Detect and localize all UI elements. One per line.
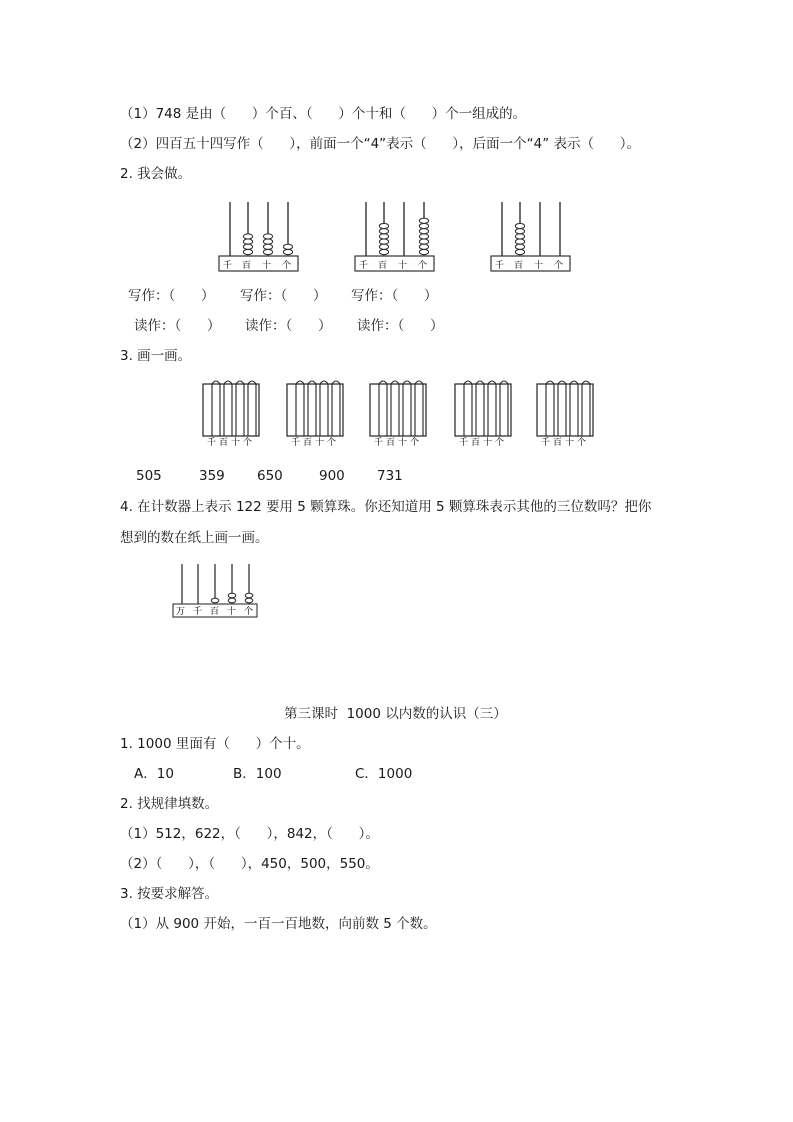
- read-answer-2[interactable]: 读作：（ ）: [245, 318, 332, 334]
- lesson-title: 第三课时 1000 以内数的认识（三）: [284, 706, 507, 722]
- label-bai: 百: [386, 438, 396, 448]
- rod-bai: [308, 381, 316, 436]
- q4-line1: 4. 在计数器上表示 122 要用 5 颗算珠。你还知道用 5 颗算珠表示其他的三位数吗？把你: [120, 499, 652, 515]
- label-shi: 十: [231, 438, 241, 448]
- bead-ge: [419, 239, 428, 244]
- bead-ge: [419, 218, 428, 223]
- rod-qian: [546, 381, 554, 436]
- blank-frame-2-drawing: [284, 378, 348, 448]
- label-bai: 百: [553, 438, 563, 448]
- bead-ge: [419, 223, 428, 228]
- read-answer-1[interactable]: 读作：（ ）: [134, 318, 221, 334]
- rod-ge: [582, 381, 590, 436]
- p3-q1: 1. 1000 里面有（ ）个十。: [120, 736, 310, 752]
- rod-ge: [248, 381, 256, 436]
- number-731: 731: [377, 468, 403, 484]
- label-bai: 百: [210, 607, 220, 617]
- rod-bai: [224, 381, 232, 436]
- p3-q2-title: 2. 找规律填数。: [120, 796, 219, 812]
- frame-border: [203, 384, 259, 436]
- write-answer-1[interactable]: 写作：（ ）: [128, 288, 215, 304]
- label-qian: 千: [207, 438, 217, 448]
- bead-bai: [515, 239, 524, 244]
- label-qian: 千: [541, 438, 551, 448]
- label-ge: 个: [243, 438, 253, 448]
- bead-bai: [379, 244, 388, 249]
- label-ge: 个: [327, 438, 337, 448]
- abacus-2-drawing: [354, 200, 436, 274]
- bead-bai: [243, 239, 252, 244]
- label-qian: 千: [193, 607, 203, 617]
- frame-border: [537, 384, 593, 436]
- bead-bai: [211, 598, 219, 603]
- label-bai: 百: [378, 261, 388, 271]
- frame-border: [370, 384, 426, 436]
- bead-ge: [283, 244, 292, 249]
- label-wan: 万: [176, 607, 186, 617]
- blank-frame-5[interactable]: [534, 378, 598, 452]
- read-answer-3[interactable]: 读作：（ ）: [357, 318, 444, 334]
- label-bai: 百: [242, 261, 252, 271]
- blank-frame-4[interactable]: [452, 378, 516, 452]
- p3-q2-line2: （2）（ ），（ ），450，500，550。: [120, 856, 379, 872]
- label-shi: 十: [315, 438, 325, 448]
- label-ge: 个: [282, 261, 292, 271]
- bead-bai: [515, 244, 524, 249]
- bead-ge: [419, 234, 428, 239]
- bead-bai: [243, 234, 252, 239]
- label-qian: 千: [359, 261, 369, 271]
- q1-line1: （1）748 是由（ ）个百、（ ）个十和（ ）个一组成的。: [120, 106, 527, 122]
- bead-bai: [243, 244, 252, 249]
- beads: [515, 223, 524, 254]
- rod-shi: [570, 381, 578, 436]
- label-shi: 十: [398, 438, 408, 448]
- label-bai: 百: [471, 438, 481, 448]
- rod-qian: [379, 381, 387, 436]
- rod-qian: [464, 381, 472, 436]
- label-ge: 个: [410, 438, 420, 448]
- rod-shi: [488, 381, 496, 436]
- label-shi: 十: [534, 261, 544, 271]
- q3-title: 3. 画一画。: [120, 348, 192, 364]
- rod-ge: [500, 381, 508, 436]
- bead-shi: [263, 249, 272, 254]
- bead-ge: [245, 598, 253, 603]
- bead-bai: [379, 223, 388, 228]
- bead-bai: [379, 234, 388, 239]
- rod-shi: [236, 381, 244, 436]
- label-ge: 个: [418, 261, 428, 271]
- bead-bai: [515, 234, 524, 239]
- bead-shi: [263, 239, 272, 244]
- label-qian: 千: [291, 438, 301, 448]
- rod-shi: [320, 381, 328, 436]
- label-bai: 百: [303, 438, 313, 448]
- label-shi: 十: [398, 261, 408, 271]
- rod-shi: [403, 381, 411, 436]
- p3-q3-title: 3. 按要求解答。: [120, 886, 219, 902]
- q1-line2: （2）四百五十四写作（ ），前面一个“4”表示（ ），后面一个“4” 表示（ ）。: [120, 136, 641, 152]
- q4-line2: 想到的数在纸上画一画。: [120, 530, 269, 546]
- write-answer-2[interactable]: 写作：（ ）: [240, 288, 327, 304]
- write-answer-3[interactable]: 写作：（ ）: [351, 288, 438, 304]
- blank-frame-3-drawing: [367, 378, 431, 448]
- bead-ge: [419, 229, 428, 234]
- label-ge: 个: [577, 438, 587, 448]
- rod-bai: [558, 381, 566, 436]
- bead-bai: [379, 229, 388, 234]
- bead-bai: [515, 223, 524, 228]
- blank-frame-5-drawing: [534, 378, 598, 448]
- abacus-2: [354, 200, 436, 274]
- rod-bai: [391, 381, 399, 436]
- blank-frame-1-drawing: [200, 378, 264, 448]
- bead-ge: [245, 593, 253, 598]
- label-ge: 个: [554, 261, 564, 271]
- abacus-1-drawing: [218, 200, 300, 274]
- bead-shi: [228, 593, 236, 598]
- rod-bai: [476, 381, 484, 436]
- bead-bai: [379, 239, 388, 244]
- option-b[interactable]: B．100: [233, 766, 282, 782]
- label-qian: 千: [374, 438, 384, 448]
- number-359: 359: [199, 468, 225, 484]
- label-bai: 百: [514, 261, 524, 271]
- label-shi: 十: [565, 438, 575, 448]
- number-650: 650: [257, 468, 283, 484]
- frame-border: [287, 384, 343, 436]
- option-c[interactable]: C．1000: [355, 766, 413, 782]
- abacus-3-drawing: [490, 200, 572, 274]
- bead-shi: [228, 598, 236, 603]
- label-shi: 十: [262, 261, 272, 271]
- p3-q3-line1: （1）从 900 开始，一百一百地数，向前数 5 个数。: [120, 916, 437, 932]
- label-bai: 百: [219, 438, 229, 448]
- bead-ge: [419, 244, 428, 249]
- counter-122: [172, 562, 260, 620]
- rod-ge: [332, 381, 340, 436]
- bead-bai: [515, 249, 524, 254]
- bead-bai: [379, 249, 388, 254]
- blank-frame-1[interactable]: [200, 378, 264, 452]
- q2-title: 2. 我会做。: [120, 166, 192, 182]
- blank-frame-2[interactable]: [284, 378, 348, 452]
- beads: [243, 234, 292, 255]
- label-qian: 千: [459, 438, 469, 448]
- rod-ge: [415, 381, 423, 436]
- bead-shi: [263, 234, 272, 239]
- abacus-3: [490, 200, 572, 274]
- label-qian: 千: [495, 261, 505, 271]
- label-qian: 千: [223, 261, 233, 271]
- blank-frame-4-drawing: [452, 378, 516, 448]
- abacus-1: [218, 200, 300, 274]
- label-ge: 个: [244, 607, 254, 617]
- rod-qian: [296, 381, 304, 436]
- rod-qian: [212, 381, 220, 436]
- beads: [211, 593, 253, 603]
- bead-bai: [515, 229, 524, 234]
- label-shi: 十: [227, 607, 237, 617]
- option-a[interactable]: A．10: [134, 766, 174, 782]
- frame-border: [455, 384, 511, 436]
- bead-shi: [263, 244, 272, 249]
- number-900: 900: [319, 468, 345, 484]
- p3-q2-line1: （1）512，622，（ ），842，（ ）。: [120, 826, 379, 842]
- bead-ge: [283, 249, 292, 254]
- label-ge: 个: [495, 438, 505, 448]
- bead-bai: [243, 249, 252, 254]
- blank-frame-3[interactable]: [367, 378, 431, 452]
- counter-122-drawing: [172, 562, 260, 620]
- bead-ge: [419, 249, 428, 254]
- label-shi: 十: [483, 438, 493, 448]
- number-505: 505: [136, 468, 162, 484]
